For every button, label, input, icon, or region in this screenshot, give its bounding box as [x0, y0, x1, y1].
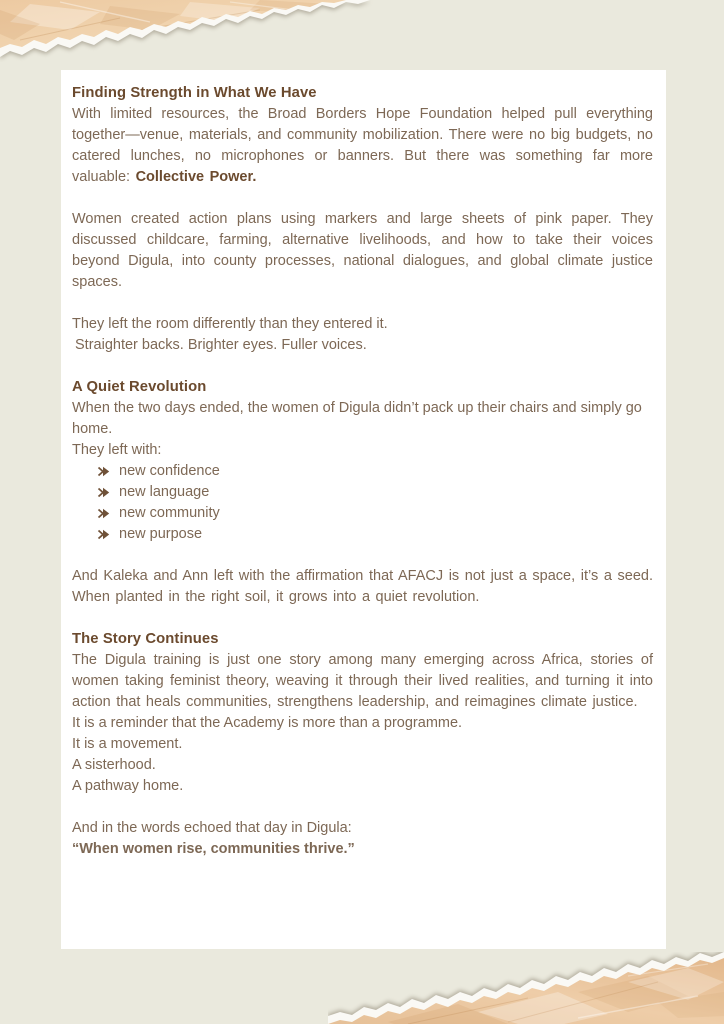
arrow-bullet-icon: [97, 466, 110, 477]
line-movement: It is a movement.: [72, 736, 183, 752]
arrow-bullet-icon: [97, 508, 110, 519]
line-straighter-backs: Straighter backs. Brighter eyes. Fuller voices.: [75, 337, 367, 353]
line-left-room: They left the room differently than they entered it.: [72, 316, 388, 332]
torn-paper-top-left: [0, 0, 380, 62]
line-sisterhood: A sisterhood.: [72, 757, 156, 773]
paragraph-resources: [72, 104, 653, 188]
list-item: [72, 524, 653, 545]
section-heading-quiet-revolution: A Quiet Revolution: [72, 379, 207, 395]
section-heading-finding-strength: Finding Strength in What We Have: [72, 85, 317, 101]
bullet-label: new language: [119, 484, 210, 500]
line-pathway-home: A pathway home.: [72, 778, 184, 794]
bullet-list: [72, 461, 653, 545]
paragraph-kaleka-ann: And Kaleka and Ann left with the affirmation that AFACJ is not just a space, it’s a seed. When planted in the right soil, it grows into a quiet revolution.: [72, 568, 653, 605]
bullet-label: new community: [119, 505, 220, 521]
list-item: [72, 503, 653, 524]
list-item: [72, 461, 653, 482]
arrow-bullet-icon: [97, 529, 110, 540]
section-heading-story-continues: The Story Continues: [72, 631, 219, 647]
bullet-label: new confidence: [119, 463, 220, 479]
closing-quote: “When women rise, communities thrive.”: [72, 841, 355, 857]
line-group-left-room: [72, 314, 653, 356]
torn-paper-bottom-right: [328, 952, 724, 1024]
content-card: [61, 70, 666, 949]
paragraph-resources-text: With limited resources, the Broad Borders Hope Foundation helped pull everything together—venue, materials, and community mobilization. There were no big budgets, no catered lunches, no microphones or banners. But there was something far more valuable:: [72, 106, 653, 185]
line-words-echoed: And in the words echoed that day in Digula:: [72, 820, 352, 836]
list-item: [72, 482, 653, 503]
bold-collective-power: Collective Power.: [135, 169, 257, 185]
paragraph-two-days: When the two days ended, the women of Digula didn’t pack up their chairs and simply go home.: [72, 400, 642, 437]
arrow-bullet-icon: [97, 487, 110, 498]
paragraph-action-plans: Women created action plans using markers and large sheets of pink paper. They discussed childcare, farming, alternative livelihoods, and how to take their voices beyond Digula, into county processes, national dialogues, and global climate justice spaces.: [72, 211, 653, 290]
bullet-label: new purpose: [119, 526, 203, 542]
line-reminder: It is a reminder that the Academy is more than a programme.: [72, 715, 463, 731]
line-they-left-with: They left with:: [72, 442, 162, 458]
paragraph-digula-training: The Digula training is just one story among many emerging across Africa, stories of women taking feminist theory, weaving it through their lived realities, and turning it into action that heals communities, strengthens leadership, and reimagines climate justice.: [72, 652, 653, 710]
